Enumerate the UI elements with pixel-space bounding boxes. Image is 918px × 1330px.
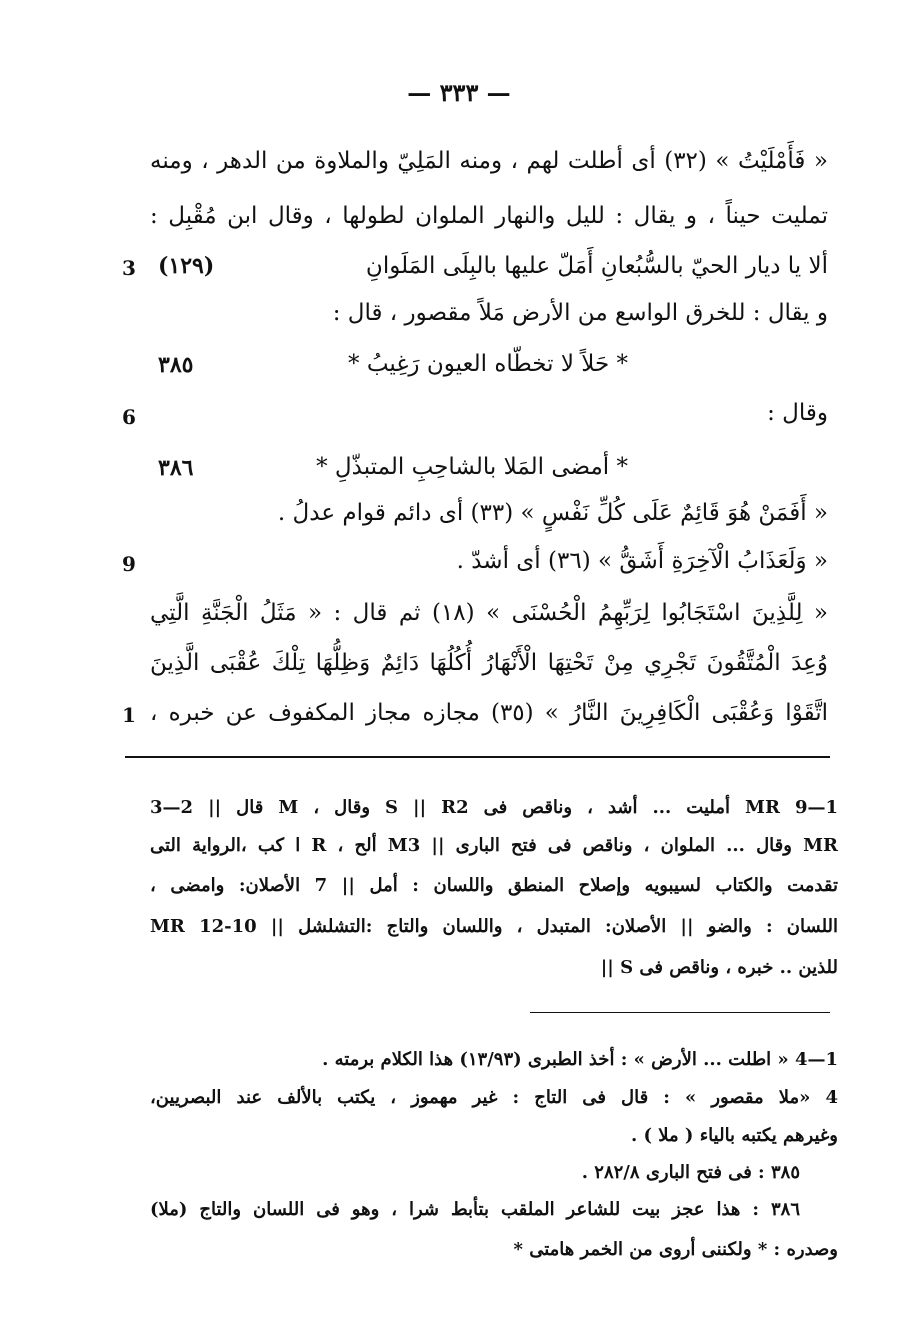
footnote-divider [530,1012,830,1013]
variant-line: تقدمت والكتاب لسيبويه وإصلاح المنطق واللسان : أمل || 7 الأصلان: وامضى ، [150,875,838,896]
text-line: « فَأَمْلَيْتُ » (٣٢) أى أطلت لهم ، ومنه المَلِيّ والملاوة من الدهر ، ومنه [150,148,828,174]
section-divider [125,756,830,758]
verse-line: * أمضى المَلا بالشاحِبِ المتبذّلِ * [316,454,628,480]
footnote-line: ٣٨٥ : فى فتح البارى ٢٨٢/٨ . [581,1162,800,1183]
verse-line: * حَلاً لا تخطّاه العيون رَغِيبُ * [348,351,628,377]
footnote-line: 1—4 « اطلت ... الأرض » : أخذ الطبرى (١٣/٩٣) هذا الكلام برمته . [322,1049,838,1070]
line-number: 1 [122,703,136,727]
verse-line: ألا يا ديار الحيّ بالسُّبُعانِ أَمَلّ عليها بالبِلَى المَلَوانِ [365,253,828,279]
text-line: وُعِدَ الْمُتَّقُونَ تَجْرِي مِنْ تَحْتِهَا الْأَنْهَارُ أُكُلُهَا دَائِمٌ وَظِلُّهَا تِلْكَ عُقْبَى الَّذِينَ [150,650,828,676]
text-line: « لِلَّذِينَ اسْتَجَابُوا لِرَبِّهِمُ الْحُسْنَى » (١٨) ثم قال : « مَثَلُ الْجَنَّةِ الَّتِي [150,600,828,626]
text-line: تمليت حيناً ، و يقال : لليل والنهار الملوان لطولها ، وقال ابن مُقْبِل : [150,203,828,229]
text-line: « أَفَمَنْ هُوَ قَائِمٌ عَلَى كُلِّ نَفْسٍ » (٣٣) أى دائم قوام عدلُ . [277,500,828,526]
verse-reference: (١٢٩) [158,253,215,279]
page-number-header: — ٣٣٣ — [407,78,511,107]
footnote-line: وغيرهم يكتبه بالياء ( ملا ) . [630,1125,838,1146]
line-number: 9 [122,552,136,576]
variant-line: للذين .. خبره ، وناقص فى S || [600,957,838,978]
line-number: 3 [122,256,136,280]
footnote-line: ٣٨٦ : هذا عجز بيت للشاعر الملقب بتأبط شرا ، وهو فى اللسان والتاج (ملا) [150,1199,800,1220]
text-line: « وَلَعَذَابُ الْآخِرَةِ أَشَقُّ » (٣٦) أى أشدّ . [456,548,828,574]
verse-reference: ٣٨٥ [158,352,194,378]
text-line: اتَّقَوْا وَعُقْبَى الْكَافِرِينَ النَّارُ » (٣٥) مجازه مجاز المكفوف عن خبره ، [150,700,828,726]
variant-line: 1—9 MR أمليت ... أشد ، وناقص فى S || R2 وقال ، M قال || 2—3 [150,797,838,818]
footnote-line: 4 «ملا مقصور » : قال فى التاج : غير مهموز ، يكتب بالألف عند البصريين، [150,1087,838,1108]
verse-reference: ٣٨٦ [158,455,194,481]
text-line: وقال : [767,400,828,426]
line-number: 6 [122,405,136,429]
text-line: و يقال : للخرق الواسع من الأرض مَلاً مقصور ، قال : [332,300,828,326]
footnote-line: وصدره : * ولكننى أروى من الخمر هامتى * [513,1239,838,1260]
variant-line: اللسان : والضو || الأصلان: المتبدل ، واللسان والتاج :التشلشل || MR 12-10 [150,916,839,937]
variant-line: MR وقال ... الملوان ، وناقص فى فتح البارى || M3 ألح ، R ا كب ،الرواية التى [150,835,839,856]
